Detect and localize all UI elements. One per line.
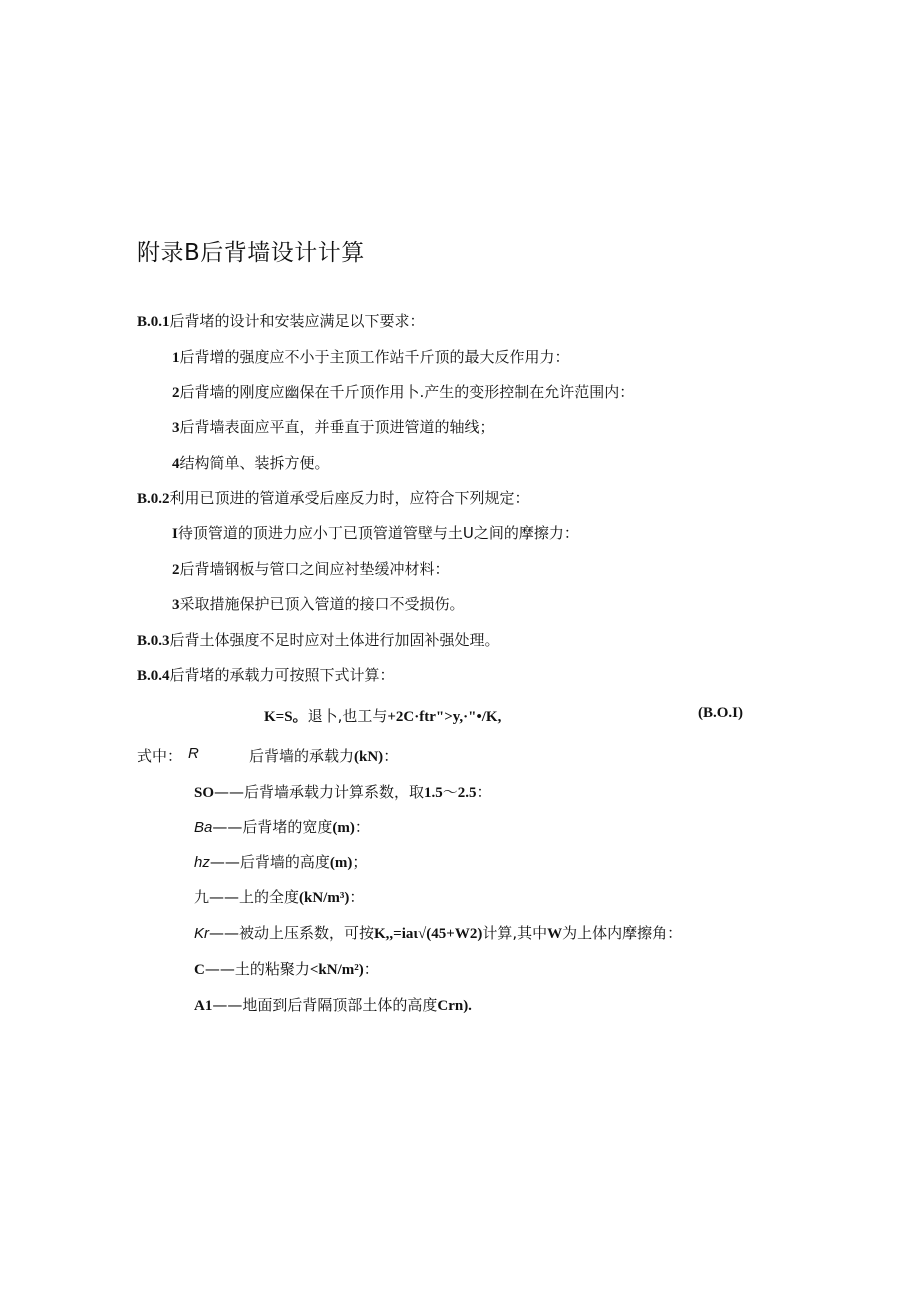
item-number: 3 (172, 597, 180, 613)
definition-end: 为上体内摩擦角： (562, 924, 683, 942)
definition-unit: Crn). (437, 998, 472, 1014)
list-item (172, 452, 330, 473)
symbol-r: R (188, 745, 199, 762)
clause-text: 利用已顶进的管道承受后座反力时，应符合下列规定： (169, 489, 530, 507)
clause-text: 后背土体强度不足时应对土体进行加固补强处理。 (169, 631, 500, 649)
symbol: W (547, 926, 563, 942)
list-item (172, 416, 495, 437)
definition-unit: (kN) (354, 749, 384, 765)
clause-text: 后背堵的设计和安装应满足以下要求： (169, 312, 425, 330)
item-text: 待顶管道的顶进力应小丁已顶管道管壁与土U之间的摩擦力： (177, 524, 579, 542)
definition-unit: <kN/m²) (309, 962, 364, 978)
item-text: 结构简单、装拆方便。 (179, 454, 330, 472)
clause-text: 后背堵的承载力可按照下式计算： (169, 666, 395, 684)
formula-part: K=S。 (264, 709, 308, 725)
definition-unit: (m) (329, 855, 353, 871)
clause-number: B.0.2 (137, 491, 170, 507)
clause-number: B.0.1 (137, 314, 170, 330)
list-item (172, 381, 634, 402)
clause-b02 (137, 487, 530, 508)
list-item (172, 346, 570, 367)
clause-number: B.0.3 (137, 633, 170, 649)
clause-b01 (137, 310, 425, 331)
definition-ba (194, 816, 370, 837)
item-text: 后背墙的刚度应幽保在千斤顶作用卜.产生的变形控制在允许范围内： (179, 383, 635, 401)
formula-number: (B.O.I) (698, 705, 743, 721)
page-title: 附录B后背墙设计计算 (137, 240, 365, 266)
definition-unit: (kN/m³) (299, 890, 350, 906)
symbol: SO (194, 785, 215, 801)
range-sep: ～ (442, 783, 458, 801)
definition-c (194, 958, 379, 979)
formula-part: K,,=iaι√(45+W2) (374, 926, 483, 942)
list-item (172, 522, 579, 543)
definition-a1 (194, 994, 472, 1015)
clause-b03 (137, 629, 500, 650)
item-text: 后背增的强度应不小于主顶工作站千斤顶的最大反作用力： (179, 348, 570, 366)
definition-end: ： (383, 747, 399, 765)
list-item (172, 558, 450, 579)
definition-text: ——后背墙承载力计算系数，取 (214, 783, 425, 801)
definition-so (194, 781, 492, 802)
formula (264, 705, 501, 726)
definition-text: ——后背墙的高度 (209, 853, 330, 871)
clause-b04 (137, 664, 395, 685)
definition-kp (194, 922, 682, 943)
item-number: 2 (172, 385, 180, 401)
where-label: 式中： (137, 747, 183, 765)
definition-end: ： (349, 888, 365, 906)
symbol: C (194, 962, 205, 978)
item-text: 后背墙表面应平直，并垂直于顶进管道的轴线； (179, 418, 495, 436)
symbol: Kr (194, 925, 209, 942)
definition-text: ——后背堵的宽度 (212, 818, 333, 836)
definition-text: ——土的粘聚力 (204, 960, 310, 978)
clause-number: B.0.4 (137, 668, 170, 684)
definition-text: 后背墙的承载力 (249, 747, 355, 765)
definition-r (249, 745, 398, 766)
definition-end: ： (363, 960, 379, 978)
item-number: 2 (172, 562, 180, 578)
definition-end: ： (476, 783, 492, 801)
definition-hz (194, 851, 367, 872)
definition-text: 计算,其中 (482, 924, 548, 942)
symbol: hz (194, 854, 210, 871)
symbol: A1 (194, 998, 213, 1014)
formula-part: 退卜,也工与 (307, 707, 388, 725)
definition-text: ——被动上压系数，可按 (209, 924, 375, 942)
value: 2.5 (457, 785, 477, 801)
item-number: 4 (172, 456, 180, 472)
definition-unit: (m) (332, 820, 355, 836)
value: 1.5 (424, 785, 443, 801)
definition-end: ； (352, 853, 368, 871)
formula-part: +2C·ftr">y,·"•/K, (387, 709, 502, 725)
definition-text: ——地面到后背隔顶部土体的高度 (212, 996, 438, 1014)
item-number: 1 (172, 350, 180, 366)
item-text: 后背墙钢板与管口之间应衬垫缓冲材料： (179, 560, 450, 578)
definition-end: ： (354, 818, 370, 836)
definition-text: 九——上的全度 (194, 888, 300, 906)
item-number: 3 (172, 420, 180, 436)
definition-gamma (194, 886, 364, 907)
list-item (172, 593, 465, 614)
symbol: Ba (194, 819, 213, 836)
item-text: 采取措施保护已顶入管道的接口不受损伤。 (179, 595, 465, 613)
item-number: I (172, 526, 178, 542)
